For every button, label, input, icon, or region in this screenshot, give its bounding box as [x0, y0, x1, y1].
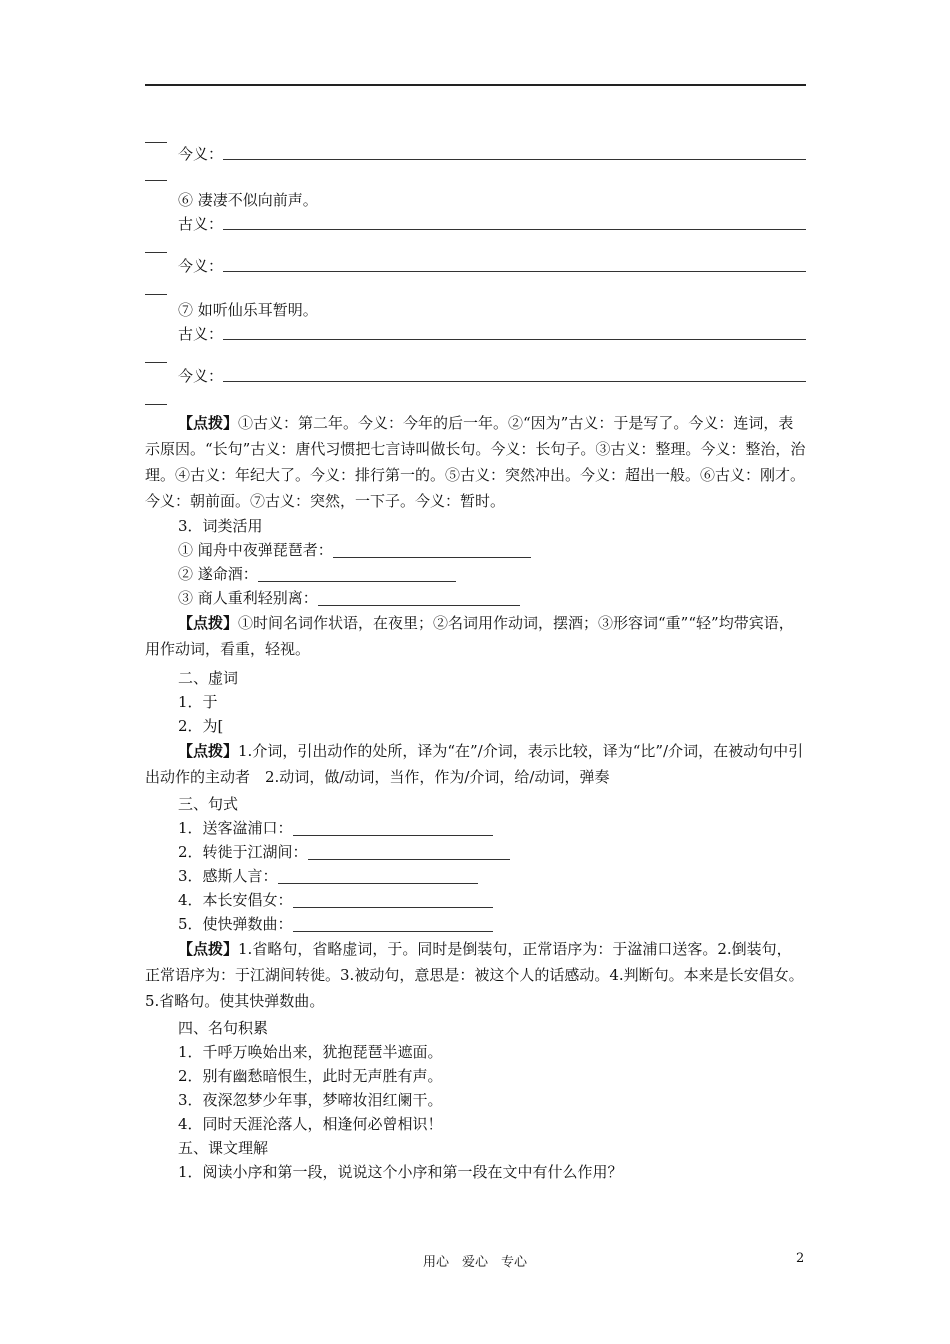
answer-row [145, 254, 806, 278]
section-title: 3．词类活用 [178, 517, 263, 535]
margin-dash [145, 252, 167, 253]
margin-dash [145, 294, 167, 295]
question-item: 2．为[ [178, 717, 224, 735]
jin-yi-label: 今义： [178, 367, 224, 385]
page-number: 2 [796, 1251, 805, 1266]
note-text: 1.省略句，省略虚词，于。同时是倒装句，正常语序为：于湓浦口送客。2.倒装句，正常语序为：于江湖间转徙。3.被动句，意思是：被这个人的话感动。4.判断句。本来是长安倡女。5.省略句。使其快弹数曲。 [145, 940, 804, 1010]
answer-blank[interactable] [293, 819, 493, 836]
note-text: 1.介词，引出动作的处所，译为“在”/介词，表示比较，译为“比”/介词，在被动句中引出动作的主动者 2.动词，做/动词，当作，作为/介词，给/动词，弹奏 [145, 742, 804, 786]
answer-blank[interactable] [258, 565, 456, 582]
list-item: 3．夜深忽梦少年事，梦啼妆泪红阑干。 [178, 1091, 443, 1109]
header-rule [145, 84, 806, 86]
question-item [145, 864, 806, 888]
question-text: ② 遂命酒： [178, 565, 258, 583]
question-text: 2．转徙于江湖间： [178, 843, 308, 861]
question-item: 1．阅读小序和第一段，说说这个小序和第一段在文中有什么作用？ [178, 1163, 623, 1181]
answer-note [145, 610, 806, 662]
margin-dash [145, 404, 167, 405]
section-title: 四、名句积累 [178, 1019, 269, 1037]
list-item: 4．同时天涯沦落人，相逢何必曾相识！ [178, 1115, 443, 1133]
answer-row [145, 212, 806, 236]
answer-blank[interactable] [223, 323, 806, 340]
note-tag: 【点拨】 [178, 742, 239, 760]
answer-blank[interactable] [293, 891, 493, 908]
page-footer: 用心 爱心 专心 [422, 1255, 527, 1270]
note-text: ①古义：第二年。今义：今年的后一年。②“因为”古义：于是写了。今义：连词，表示原因。“长句”古义：唐代习惯把七言诗叫做长句。今义：长句子。③古义：整理。今义：整治，治理。④古义：年纪大了。今义：排行第一的。⑤古义：突然冲出。今义：超出一般。⑥古义：刚才。今义：朝前面。⑦古义：突然，一下子。今义：暂时。 [145, 414, 806, 510]
question-text: 1．送客湓浦口： [178, 819, 293, 837]
question-item [145, 538, 806, 562]
document-body [145, 126, 806, 1184]
answer-blank[interactable] [308, 843, 510, 860]
note-tag: 【点拨】 [178, 414, 239, 432]
question-item [145, 888, 806, 912]
answer-blank[interactable] [223, 213, 806, 230]
jin-yi-label: 今义： [178, 145, 224, 163]
answer-blank[interactable] [278, 867, 478, 884]
question-item [145, 840, 806, 864]
note-text: ①时间名词作状语，在夜里；②名词用作动词，摆酒；③形容词“重”“轻”均带宾语，用作动词，看重，轻视。 [145, 614, 794, 658]
answer-blank[interactable] [318, 589, 520, 606]
list-item: 1．千呼万唤始出来，犹抱琵琶半遮面。 [178, 1043, 443, 1061]
margin-dash [145, 362, 167, 363]
spacer [145, 388, 806, 408]
answer-note [145, 410, 806, 514]
question-item: ⑥ 凄凄不似向前声。 [178, 191, 318, 209]
question-text: 5．使快弹数曲： [178, 915, 293, 933]
spacer [145, 166, 806, 190]
section-title: 五、课文理解 [178, 1139, 269, 1157]
note-tag: 【点拨】 [178, 940, 239, 958]
answer-row [145, 364, 806, 388]
question-item [145, 586, 806, 610]
question-item: ⑦ 如听仙乐耳暂明。 [178, 301, 318, 319]
answer-row [145, 142, 806, 166]
question-text: ③ 商人重利轻别离： [178, 589, 318, 607]
question-item [145, 562, 806, 586]
answer-blank[interactable] [223, 255, 806, 272]
jin-yi-label: 今义： [178, 257, 224, 275]
question-item: 1．于 [178, 693, 218, 711]
gu-yi-label: 古义： [178, 215, 224, 233]
answer-blank[interactable] [293, 915, 493, 932]
section-title: 二、虚词 [178, 669, 239, 687]
question-item [145, 816, 806, 840]
answer-row [145, 322, 806, 346]
question-text: 3．感斯人言： [178, 867, 278, 885]
question-item [145, 912, 806, 936]
answer-note [145, 738, 806, 790]
question-text: ① 闻舟中夜弹琵琶者： [178, 541, 333, 559]
answer-blank[interactable] [333, 541, 531, 558]
answer-blank[interactable] [223, 143, 806, 160]
gu-yi-label: 古义： [178, 325, 224, 343]
note-tag: 【点拨】 [178, 614, 239, 632]
answer-note [145, 936, 806, 1014]
list-item: 2．别有幽愁暗恨生，此时无声胜有声。 [178, 1067, 443, 1085]
answer-blank[interactable] [223, 365, 806, 382]
section-title: 三、句式 [178, 795, 239, 813]
question-text: 4．本长安倡女： [178, 891, 293, 909]
margin-dash [145, 180, 167, 181]
